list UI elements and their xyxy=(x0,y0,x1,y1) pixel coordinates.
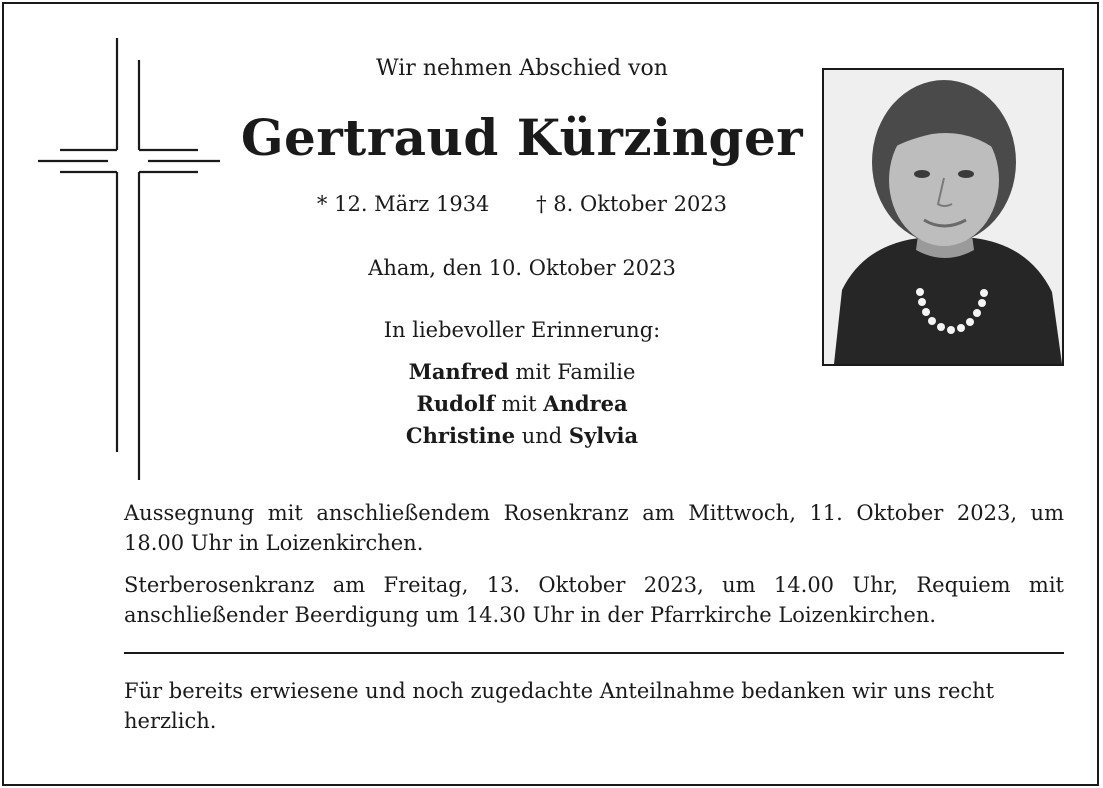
birth-date: * 12. März 1934 xyxy=(316,192,490,216)
family-name: Andrea xyxy=(543,391,628,416)
family-name: Manfred xyxy=(408,359,509,384)
family-name: Christine xyxy=(405,423,516,448)
death-date: † 8. Oktober 2023 xyxy=(536,192,728,216)
blessing-text: Aussegnung mit anschließendem Rosenkranz am Mittwoch, 11. Oktober 2023, um 18.00 Uhr in Loizenkirchen. xyxy=(124,501,1064,555)
portrait-image xyxy=(824,70,1062,364)
divider xyxy=(124,652,1064,654)
deceased-name: Gertraud Kürzinger xyxy=(240,108,804,167)
memory-line: In liebevoller Erinnerung: xyxy=(383,318,661,342)
thanks-text: Für bereits erwiesene und noch zugedachte Anteilnahme bedanken wir uns recht herzlich. xyxy=(124,679,995,733)
family-name: Sylvia xyxy=(568,423,639,448)
place-date: Aham, den 10. Oktober 2023 xyxy=(368,256,676,280)
portrait-photo xyxy=(822,68,1064,366)
intro-line: Wir nehmen Abschied von xyxy=(376,56,668,81)
family-line xyxy=(232,388,812,420)
family-name: Rudolf xyxy=(416,391,495,416)
family-line xyxy=(232,356,812,388)
family-joiner: und xyxy=(515,424,569,448)
cross-icon xyxy=(38,38,220,480)
life-dates xyxy=(232,192,812,216)
family-joiner: mit Familie xyxy=(508,360,636,384)
family-line xyxy=(232,420,812,452)
family-joiner: mit xyxy=(494,392,544,416)
rosary-text: Sterberosenkranz am Freitag, 13. Oktober 2023, um 14.00 Uhr, Requiem mit anschließender Beerdigung um 14.30 Uhr in der Pfarrkirche Loizenkirchen. xyxy=(124,573,1064,627)
